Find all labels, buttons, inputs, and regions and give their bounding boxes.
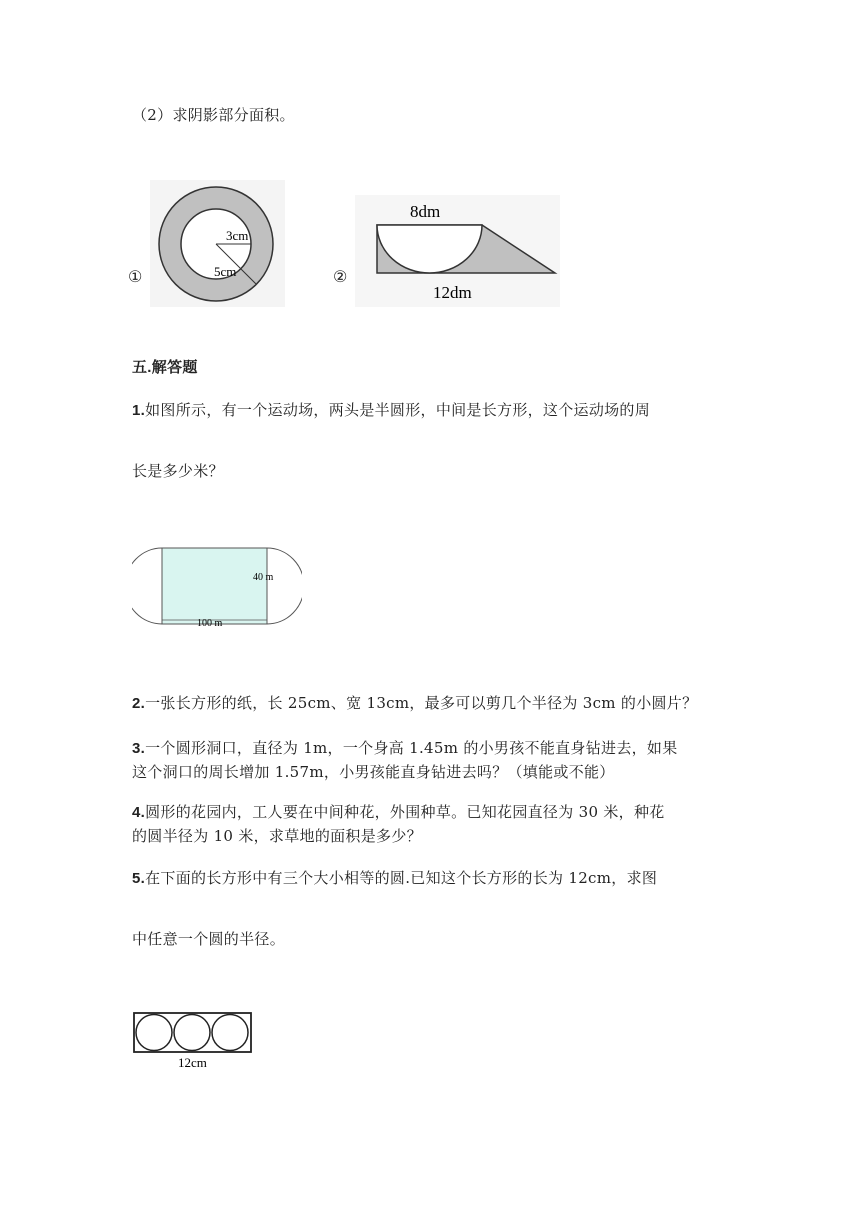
- inner-radius-label: 3cm: [226, 228, 249, 243]
- stadium-figure: [132, 540, 302, 634]
- instruction-shaded-area: （2）求阴影部分面积。: [132, 106, 295, 124]
- width-label: 100 m: [197, 618, 223, 629]
- question-5-line2: 中任意一个圆的半径。: [132, 930, 286, 948]
- right-semicircle: [267, 548, 302, 624]
- question-4-line2: 的圆半径为 10 米，求草地的面积是多少？: [132, 827, 422, 845]
- left-semicircle: [132, 548, 162, 624]
- figure-1-annulus: [150, 180, 285, 311]
- bottom-length-label: 12dm: [433, 283, 472, 302]
- length-label: 12cm: [178, 1055, 207, 1070]
- question-2-text: 一张长方形的纸，长 25cm、宽 13cm，最多可以剪几个半径为 3cm 的小圆片？: [145, 694, 698, 712]
- question-5-line1: 在下面的长方形中有三个大小相等的圆.已知这个长方形的长为 12cm，求图: [145, 869, 658, 887]
- question-3-number: 3.: [132, 740, 146, 757]
- question-3: [132, 738, 678, 759]
- three-circles-figure: [132, 1010, 257, 1074]
- question-3-line2: 这个洞口的周长增加 1.57m，小男孩能直身钻进去吗？（填能或不能）: [132, 763, 615, 781]
- question-3-line1: 一个圆形洞口，直径为 1m，一个身高 1.45m 的小男孩不能直身钻进去，如果: [145, 739, 678, 757]
- question-1-number: 1.: [132, 402, 146, 419]
- question-5: [132, 868, 657, 889]
- figure-2-trapezoid: [355, 195, 560, 311]
- question-1: [132, 400, 650, 421]
- outer-rectangle: [134, 1013, 251, 1052]
- outer-radius-label: 5cm: [214, 264, 237, 279]
- top-length-label: 8dm: [410, 202, 441, 221]
- question-2-number: 2.: [132, 695, 146, 712]
- question-4-line1: 圆形的花园内，工人要在中间种花，外围种草。已知花园直径为 30 米，种花: [145, 803, 665, 821]
- question-4: [132, 802, 665, 823]
- middle-rectangle: [162, 548, 267, 624]
- figure-2-marker: ②: [333, 267, 348, 286]
- question-5-number: 5.: [132, 870, 146, 887]
- question-1-line2: 长是多少米？: [132, 462, 224, 480]
- question-4-number: 4.: [132, 804, 146, 821]
- height-label: 40 m: [253, 572, 274, 583]
- question-1-line1: 如图所示，有一个运动场，两头是半圆形，中间是长方形，这个运动场的周: [145, 401, 651, 419]
- figure-1-marker: ①: [128, 267, 143, 286]
- section-title: 五.解答题: [132, 359, 198, 376]
- question-2: [132, 693, 697, 714]
